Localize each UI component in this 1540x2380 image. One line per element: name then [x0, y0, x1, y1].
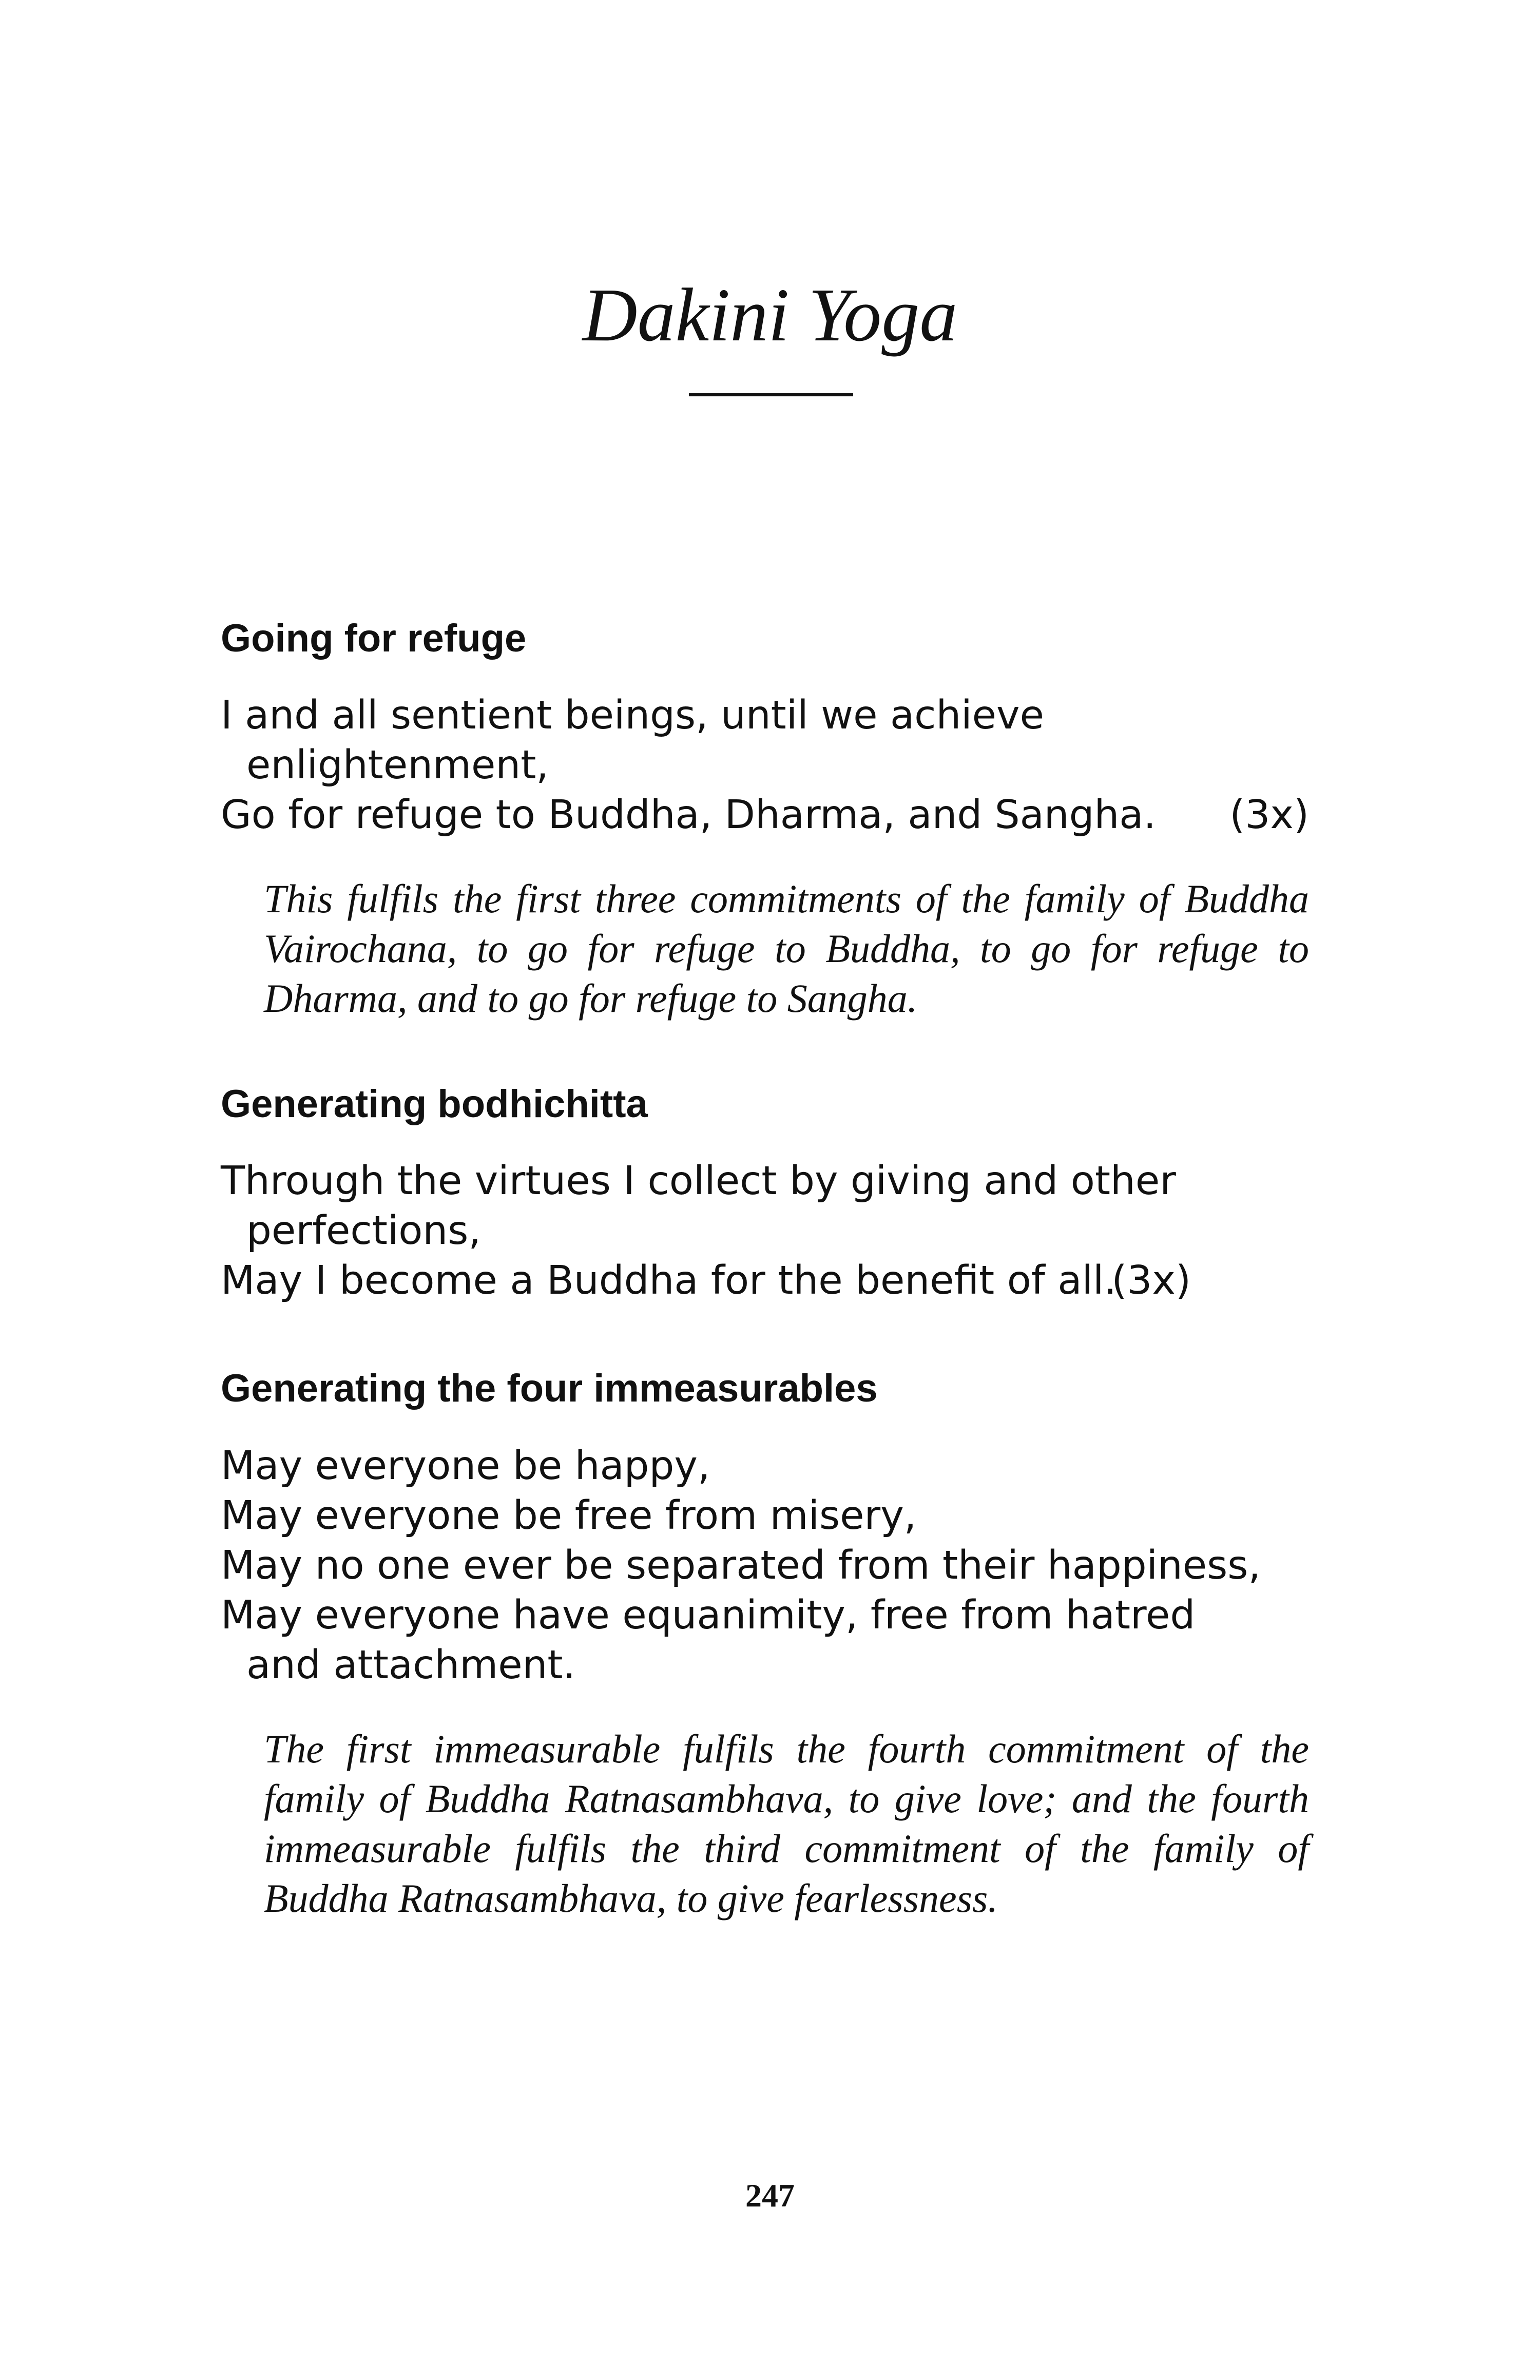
repeat-marker: (3x): [1111, 1258, 1191, 1304]
verse-line: May no one ever be separated from their happiness,: [221, 1542, 1261, 1588]
verse-line: Through the virtues I collect by giving and other perfections,: [221, 1158, 1176, 1254]
verse-line-text: May I become a Buddha for the benefit of all.: [221, 1258, 1116, 1304]
verse: [221, 690, 1309, 840]
verse-line: May everyone be free from misery,: [221, 1492, 917, 1539]
section-going-for-refuge: [221, 615, 1309, 1023]
title-rule: [689, 393, 853, 396]
section-heading: Generating the four immeasurables: [221, 1367, 878, 1411]
section-generating-bodhichitta: [221, 1081, 1309, 1306]
verse-line-text: Go for refuge to Buddha, Dharma, and Sangha.: [221, 792, 1156, 838]
verse-line: [221, 790, 1309, 840]
commentary: This fulfils the first three commitments of the family of Buddha Vairochana, to go for refuge to Buddha, to go for refuge to Dharma, and to go for refuge to Sangha.: [264, 876, 1309, 1021]
verse: [221, 1156, 1309, 1306]
section-heading: Going for refuge: [221, 617, 527, 660]
page-title: Dakini Yoga: [582, 273, 958, 357]
verse-line: [221, 1256, 1309, 1306]
page-body: [221, 615, 1309, 1923]
verse: [221, 1441, 1309, 1690]
page-number: 247: [745, 2177, 795, 2214]
commentary: The first immeasurable fulfils the fourth commitment of the family of Buddha Ratnasambhava, to give love; and the fourth immeasurable fulfils the third commitment of the family of Buddha Ratnasambhava, to give fearlessness.: [264, 1726, 1309, 1921]
verse-line: I and all sentient beings, until we achieve enlightenment,: [221, 693, 1044, 789]
verse-line: May everyone have equanimity, free from hatred and attachment.: [221, 1592, 1196, 1688]
verse-line: May everyone be happy,: [221, 1443, 710, 1489]
section-four-immeasurables: [221, 1365, 1309, 1923]
repeat-marker: (3x): [1229, 792, 1309, 838]
section-heading: Generating bodhichitta: [221, 1082, 648, 1126]
